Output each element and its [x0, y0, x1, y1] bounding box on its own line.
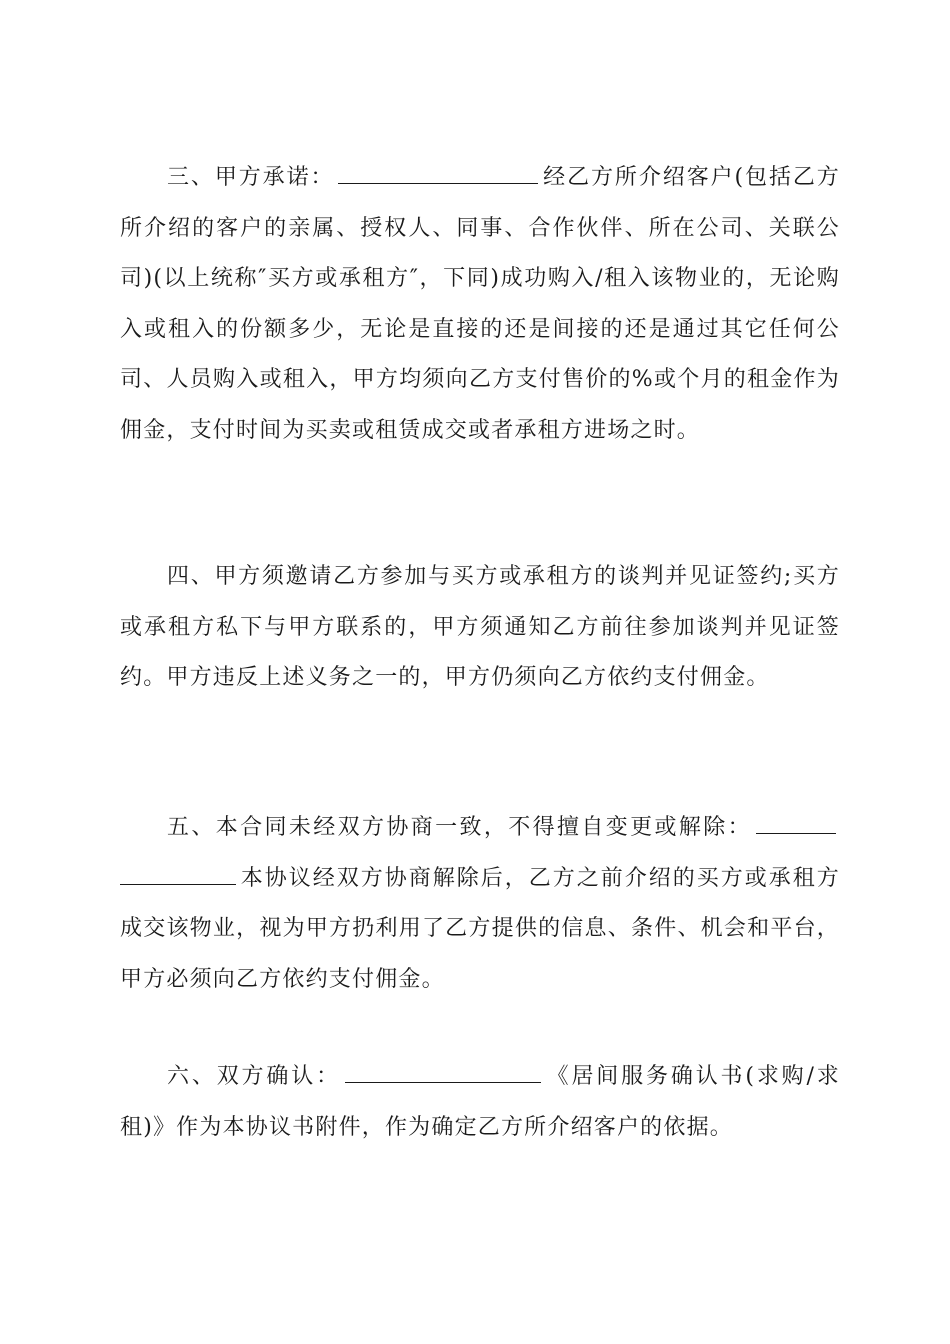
- clause-6-body-text: 《居间服务确认书(求购/求租)》作为本协议书附件，作为确定乙方所介绍客户的依据。: [120, 1064, 840, 1140]
- clause-3-paragraph: [120, 153, 840, 456]
- clause-5-body-text: 本协议经双方协商解除后，乙方之前介绍的买方或承租方成交该物业，视为甲方扔利用了乙方提供的信息、条件、机会和平台，甲方必须向乙方依约支付佣金。: [120, 865, 840, 992]
- clause-3-lead-text: 三、甲方承诺：: [167, 165, 335, 190]
- clause-6-paragraph: [120, 1052, 840, 1153]
- clause-3-blank-line: [338, 163, 538, 184]
- clause-5-blank-line-continued: [120, 864, 236, 885]
- clause-5-lead-text: 五、本合同未经双方协商一致，不得擅自变更或解除：: [167, 815, 752, 840]
- clause-6-lead-text: 六、双方确认：: [167, 1064, 341, 1089]
- clause-3-body-text: 经乙方所介绍客户(包括乙方所介绍的客户的亲属、授权人、同事、合作伙伴、所在公司、关联公司)(以上统称″买方或承租方″，下同)成功购入/租入该物业的，无论购入或租入的份额多少，无论是直接的还是间接的还是通过其它任何公司、人员购入或租入，甲方均须向乙方支付售价的%或个月的租金作为佣金，支付时间为买卖或租赁成交或者承租方进场之时。: [120, 165, 841, 443]
- clause-5-blank-line: [756, 813, 836, 834]
- clause-5-paragraph: [120, 803, 840, 1005]
- clause-4-text: 四、甲方须邀请乙方参加与买方或承租方的谈判并见证签约;买方或承租方私下与甲方联系的，甲方须通知乙方前往参加谈判并见证签约。甲方违反上述义务之一的，甲方仍须向乙方依约支付佣金。: [120, 564, 840, 690]
- clause-4-paragraph: [120, 552, 840, 704]
- clause-6-blank-line: [345, 1062, 541, 1083]
